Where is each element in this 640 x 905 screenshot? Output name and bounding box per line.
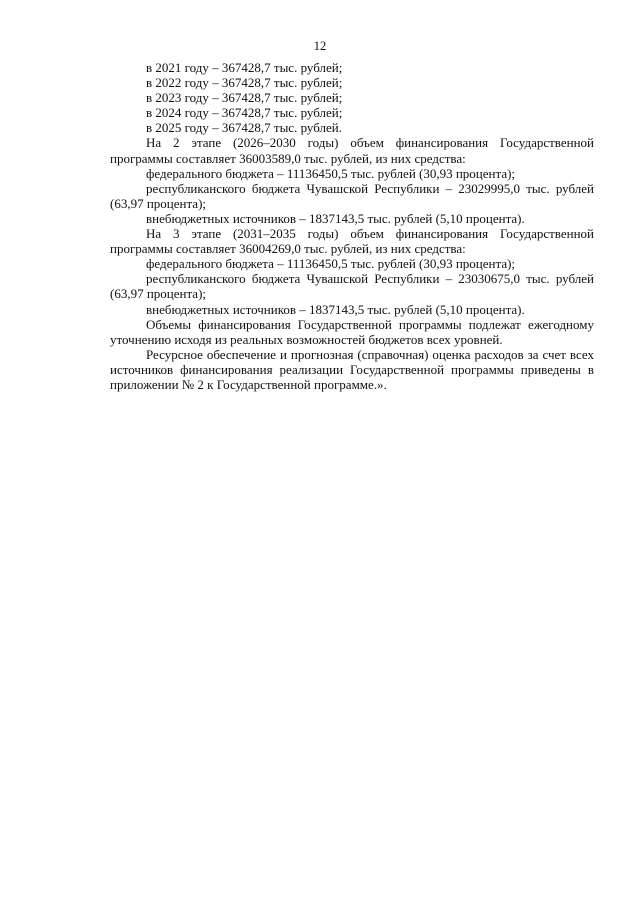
year-2024-line: в 2024 году – 367428,7 тыс. рублей; — [146, 105, 343, 121]
stage-2-federal-budget: федерального бюджета – 11136450,5 тыс. рублей (30,93 процента); — [146, 165, 516, 181]
stage-3-extrabudgetary: внебюджетных источников – 1837143,5 тыс. рублей (5,10 процента). — [146, 301, 525, 317]
stage-3-paragraph: На 3 этапе (2031–2035 годы) объем финансирования Государственной программы составляет 36004269,0 тыс. рублей, из них средства: — [110, 226, 594, 257]
stage-3-republic-budget: республиканского бюджета Чувашской Республики – 23030675,0 тыс. рублей (63,97 процента); — [110, 271, 594, 302]
year-2022-line: в 2022 году – 367428,7 тыс. рублей; — [146, 75, 343, 91]
year-2025-line: в 2025 году – 367428,7 тыс. рублей. — [146, 120, 342, 136]
year-2023-line: в 2023 году – 367428,7 тыс. рублей; — [146, 90, 343, 106]
stage-2-extrabudgetary: внебюджетных источников – 1837143,5 тыс. рублей (5,10 процента). — [146, 210, 525, 226]
annual-adjustment-paragraph: Объемы финансирования Государственной программы подлежат ежегодному уточнению исходя из реальных возможностей бюджетов всех уровней. — [110, 316, 594, 347]
stage-2-republic-budget: республиканского бюджета Чувашской Республики – 23029995,0 тыс. рублей (63,97 процента); — [110, 180, 594, 211]
year-2021-line: в 2021 году – 367428,7 тыс. рублей; — [146, 60, 343, 75]
resource-provision-paragraph: Ресурсное обеспечение и прогнозная (справочная) оценка расходов за счет всех источников финансирования реализации Государственной программы приведены в приложении № 2 к Государственной программе.». — [110, 346, 594, 392]
document-body — [110, 60, 594, 392]
page-number: 12 — [313, 39, 327, 53]
stage-3-federal-budget: федерального бюджета – 11136450,5 тыс. рублей (30,93 процента); — [146, 256, 516, 272]
stage-2-paragraph: На 2 этапе (2026–2030 годы) объем финансирования Государственной программы составляет 36003589,0 тыс. рублей, из них средства: — [110, 135, 594, 166]
